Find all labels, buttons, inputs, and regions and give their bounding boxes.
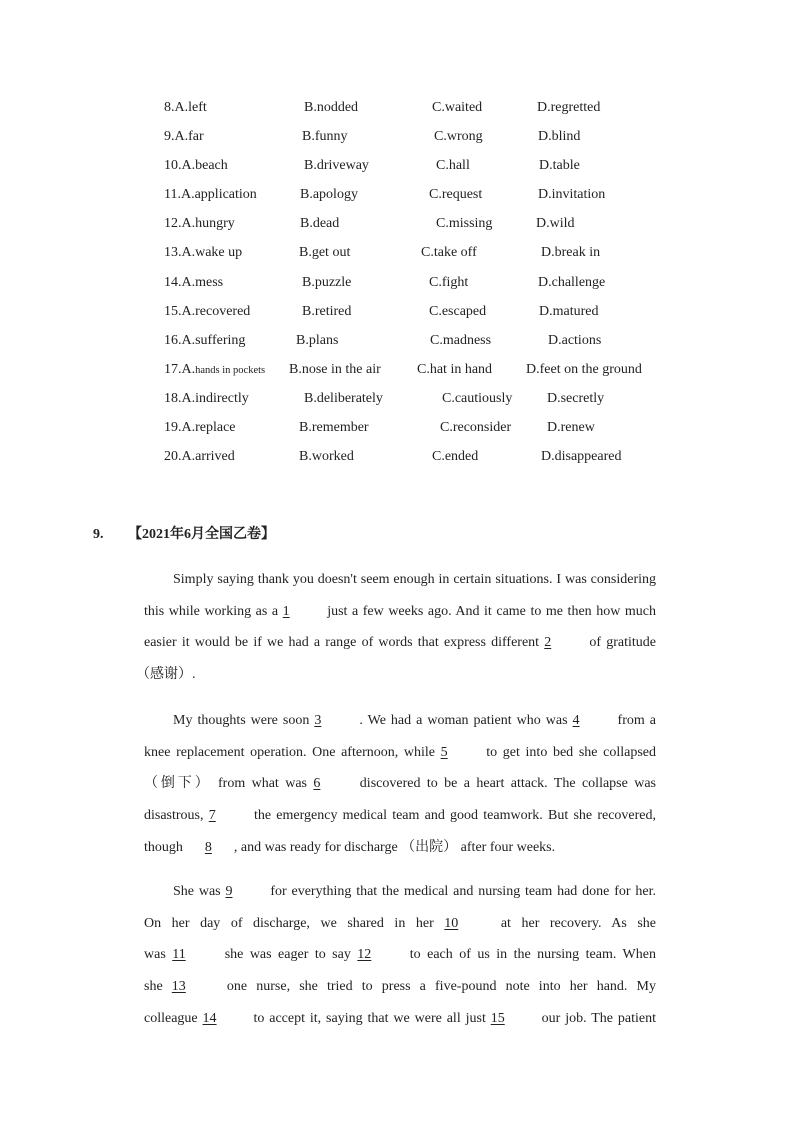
question-number: 9. bbox=[93, 527, 104, 542]
blank-2: 2 bbox=[544, 635, 552, 651]
option-a: 15.A.recovered bbox=[164, 303, 251, 319]
passage-text: was bbox=[144, 947, 173, 963]
option-a: 19.A.replace bbox=[164, 420, 236, 436]
passage-text: disastrous, bbox=[144, 808, 209, 824]
option-c: C.wrong bbox=[434, 129, 483, 145]
option-d: D.actions bbox=[548, 332, 602, 348]
option-b: B.retired bbox=[302, 303, 352, 319]
passage-text: just a few weeks ago. And it came to me then how much bbox=[322, 603, 656, 619]
passage-text: knee replacement operation. One afternoon, while bbox=[144, 744, 441, 760]
passage-text: , and was ready for discharge （出院） after four weeks. bbox=[230, 839, 556, 855]
blank-9: 9 bbox=[225, 884, 233, 899]
passage-text: easier it would be if we had a range of words that express different bbox=[144, 635, 545, 651]
blank-6: 6 bbox=[313, 776, 321, 792]
passage-text: discovered to be a heart attack. The collapse was bbox=[353, 776, 657, 792]
passage-text: On her day of discharge, we shared in her bbox=[144, 915, 445, 931]
passage-text: to accept it, saying that we were all just bbox=[248, 1010, 491, 1026]
passage-line bbox=[144, 768, 656, 800]
passage-text: . We had a woman patient who was bbox=[354, 713, 573, 728]
passage-paragraph-3 bbox=[144, 876, 656, 1035]
option-c: C.cautiously bbox=[442, 390, 513, 406]
passage-text: （倒下） from what was bbox=[144, 776, 314, 792]
option-c: C.request bbox=[429, 187, 483, 203]
option-b: B.apology bbox=[300, 187, 358, 203]
passage-text: she bbox=[144, 979, 172, 995]
blank-7: 7 bbox=[208, 808, 216, 824]
question-source: 【2021年6月全国乙卷】 bbox=[128, 527, 275, 542]
option-a: 10.A.beach bbox=[164, 158, 228, 174]
passage-line bbox=[144, 627, 656, 659]
option-b: B.get out bbox=[299, 245, 351, 261]
option-c: C.ended bbox=[432, 449, 479, 465]
blank-3: 3 bbox=[314, 713, 322, 728]
option-d: D.regretted bbox=[537, 100, 601, 115]
passage-line bbox=[144, 800, 656, 832]
passage-text: at her recovery. As she bbox=[490, 915, 656, 931]
passage-text: of gratitude bbox=[584, 635, 656, 651]
option-b: B.plans bbox=[296, 332, 339, 348]
option-d: D.table bbox=[539, 158, 580, 174]
option-d: D.matured bbox=[539, 303, 599, 319]
option-b: B.deliberately bbox=[304, 390, 383, 406]
passage-text: to each of us in the nursing team. When bbox=[403, 947, 656, 963]
blank-4: 4 bbox=[572, 713, 580, 728]
passage-text: this while working as a bbox=[144, 603, 283, 619]
blank-5: 5 bbox=[440, 744, 448, 760]
option-a: 11.A.application bbox=[164, 187, 257, 203]
option-a: 16.A.suffering bbox=[164, 332, 246, 348]
passage-line: Simply saying thank you doesn't seem enough in certain situations. I was considering bbox=[173, 572, 656, 587]
passage-line bbox=[144, 596, 656, 628]
option-a: 13.A.wake up bbox=[164, 245, 243, 261]
passage-text: our job. The patient bbox=[536, 1010, 656, 1026]
option-a bbox=[164, 358, 265, 383]
passage-paragraph-1 bbox=[136, 564, 656, 691]
option-c: C.hat in hand bbox=[417, 361, 493, 377]
option-b: B.nodded bbox=[304, 100, 359, 115]
option-a: 14.A.mess bbox=[164, 274, 224, 290]
option-d: D.secretly bbox=[547, 390, 605, 406]
blank-1: 1 bbox=[282, 603, 290, 619]
option-c: C.madness bbox=[430, 332, 492, 348]
passage-line bbox=[144, 737, 656, 769]
passage-text: the emergency medical team and good teamwork. But she recovered, bbox=[248, 808, 657, 824]
passage-text: colleague bbox=[144, 1010, 203, 1026]
passage-text: though bbox=[144, 839, 187, 855]
passage-line: （感谢）. bbox=[136, 667, 196, 683]
passage-text: to get into bed she collapsed bbox=[480, 744, 656, 760]
option-b: B.driveway bbox=[304, 158, 369, 174]
passage-line bbox=[144, 1003, 656, 1035]
option-a: 18.A.indirectly bbox=[164, 390, 249, 406]
option-b: B.dead bbox=[300, 216, 340, 232]
option-d: D.renew bbox=[547, 420, 595, 436]
blank-15: 15 bbox=[490, 1010, 505, 1026]
option-c: C.waited bbox=[432, 100, 483, 115]
passage-paragraph-2 bbox=[144, 705, 656, 864]
blank-12: 12 bbox=[357, 947, 372, 963]
option-b: B.funny bbox=[302, 129, 348, 145]
passage-line bbox=[144, 908, 656, 940]
passage-line bbox=[144, 971, 656, 1003]
passage-text: she was eager to say bbox=[218, 947, 358, 963]
option-a-text: hands in pockets bbox=[195, 364, 266, 376]
option-c: C.hall bbox=[436, 158, 470, 174]
option-d: D.challenge bbox=[538, 274, 606, 290]
option-c: C.missing bbox=[436, 216, 493, 232]
option-a: 9.A.far bbox=[164, 129, 204, 145]
option-b: B.worked bbox=[299, 449, 354, 465]
option-c: C.escaped bbox=[429, 303, 487, 319]
passage-text: She was bbox=[173, 884, 226, 899]
option-d: D.disappeared bbox=[541, 449, 622, 465]
option-a: 12.A.hungry bbox=[164, 216, 235, 232]
passage-line bbox=[144, 832, 656, 864]
question-heading bbox=[93, 523, 275, 543]
blank-10: 10 bbox=[444, 915, 459, 931]
blank-13: 13 bbox=[171, 979, 186, 995]
passage-line bbox=[144, 939, 656, 971]
option-a-prefix: 17.A. bbox=[164, 361, 196, 377]
option-c: C.take off bbox=[421, 245, 477, 261]
blank-8: 8 bbox=[204, 839, 212, 855]
passage-text: one nurse, she tried to press a five-pound note into her hand. My bbox=[217, 979, 656, 995]
option-b: B.nose in the air bbox=[289, 361, 381, 377]
option-d: D.feet on the ground bbox=[526, 361, 642, 377]
option-a: 8.A.left bbox=[164, 100, 207, 115]
option-b: B.remember bbox=[299, 420, 369, 436]
option-d: D.invitation bbox=[538, 187, 606, 203]
option-a: 20.A.arrived bbox=[164, 449, 235, 465]
passage-text: My thoughts were soon bbox=[173, 713, 315, 728]
passage-text: from a bbox=[612, 713, 656, 728]
option-d: D.blind bbox=[538, 129, 581, 145]
option-d: D.wild bbox=[536, 216, 575, 232]
blank-11: 11 bbox=[172, 947, 186, 963]
option-c: C.fight bbox=[429, 274, 469, 290]
option-c: C.reconsider bbox=[440, 420, 512, 436]
passage-line bbox=[144, 876, 656, 908]
option-d: D.break in bbox=[541, 245, 601, 261]
option-b: B.puzzle bbox=[302, 274, 352, 290]
blank-14: 14 bbox=[202, 1010, 217, 1026]
passage-line bbox=[144, 705, 656, 737]
passage-text: for everything that the medical and nursing team had done for her. bbox=[265, 884, 656, 899]
